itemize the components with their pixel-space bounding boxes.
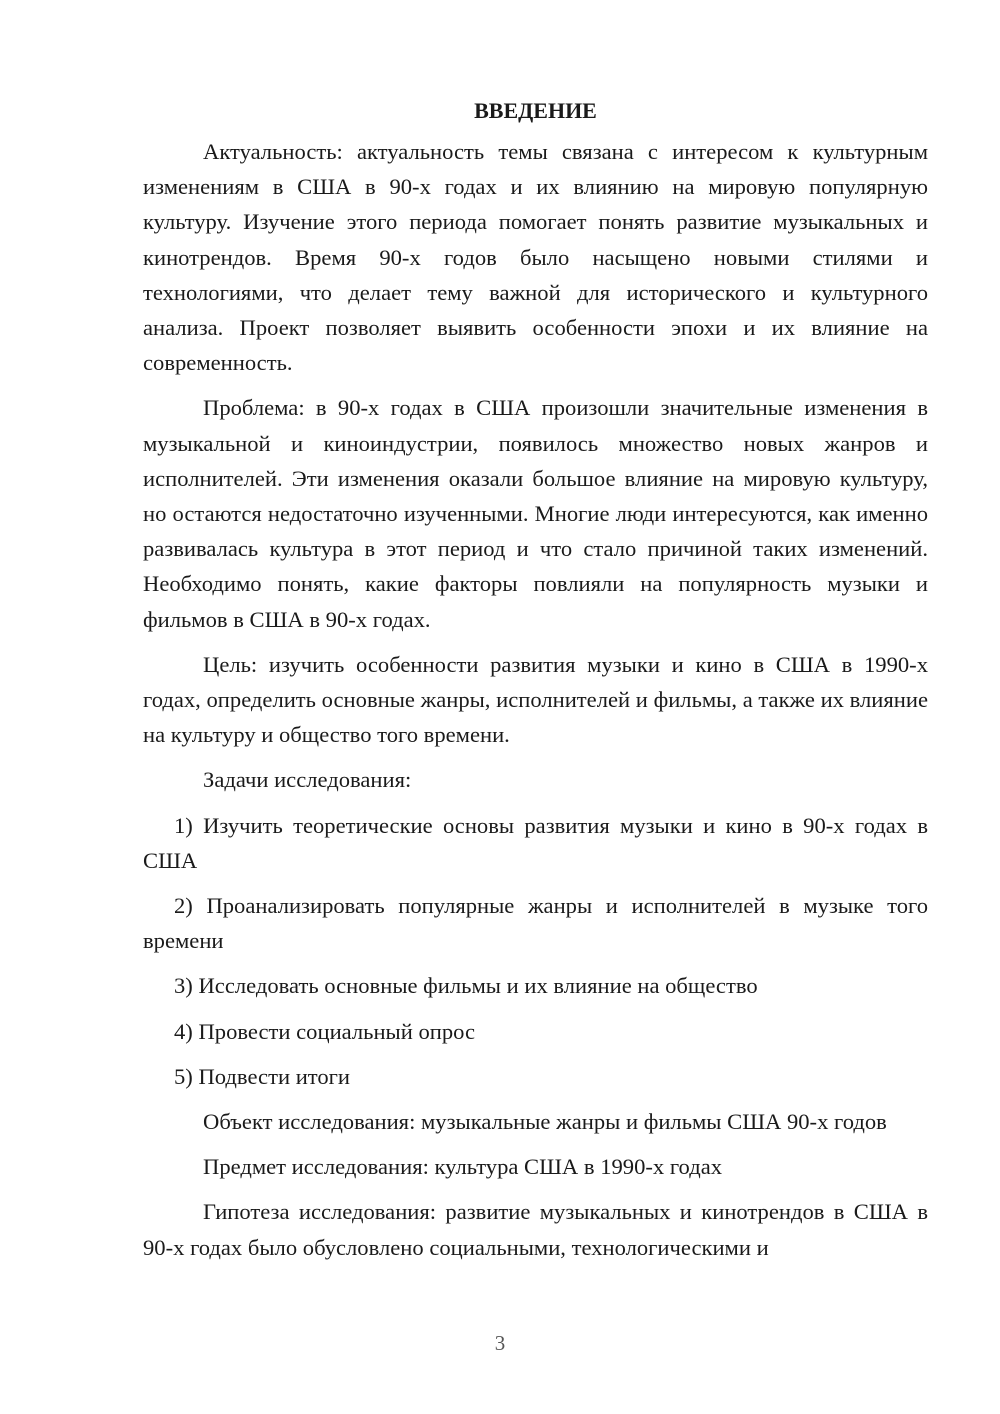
task-item-1: 1) Изучить теоретические основы развития музыки и кино в 90-х годах в США: [143, 812, 928, 873]
problem-paragraph: Проблема: в 90-х годах в США произошли значительные изменения в музыкальной и киноиндустрии, появилось множество новых жанров и исполнителей. Эти изменения оказали большое влияние на мировую культуру, но остаются недостаточно изученными. Многие люди интересуются, как именно развивалась культура в этот период и что стало причиной таких изменений. Необходимо понять, какие факторы повлияли на популярность музыки и фильмов в США в 90-х годах.: [143, 395, 928, 632]
object-paragraph: Объект исследования: музыкальные жанры и фильмы США 90-х годов: [203, 1109, 887, 1135]
page-number: 3: [494, 1331, 506, 1355]
tasks-heading: Задачи исследования:: [203, 767, 412, 793]
task-item-4: 4) Провести социальный опрос: [174, 1018, 476, 1044]
task-item-2: 2) Проанализировать популярные жанры и исполнителей в музыке того времени: [143, 893, 928, 954]
task-item-3: 3) Исследовать основные фильмы и их влияние на общество: [174, 973, 758, 999]
goal-paragraph: Цель: изучить особенности развития музыки и кино в США в 1990-х годах, определить основные жанры, исполнителей и фильмы, а также их влияние на культуру и общество того времени.: [143, 651, 928, 748]
hypothesis-paragraph: Гипотеза исследования: развитие музыкальных и кинотрендов в США в 90-х годах было обусловлено социальными, технологическими и: [143, 1199, 928, 1260]
task-item-5: 5) Подвести итоги: [174, 1063, 351, 1089]
document-body: [143, 92, 928, 1275]
relevance-paragraph: Актуальность: актуальность темы связана с интересом к культурным изменениям в США в 90-х годах и их влиянию на мировую популярную культуру. Изучение этого периода помогает понять развитие музыкальных и кинотрендов. Время 90-х годов было насыщено новыми стилями и технологиями, что делает тему важной для исторического и культурного анализа. Проект позволяет выявить особенности эпохи и их влияние на современность.: [143, 139, 928, 376]
subject-paragraph: Предмет исследования: культура США в 1990-х годах: [203, 1154, 723, 1180]
section-title: ВВЕДЕНИЕ: [474, 98, 597, 123]
